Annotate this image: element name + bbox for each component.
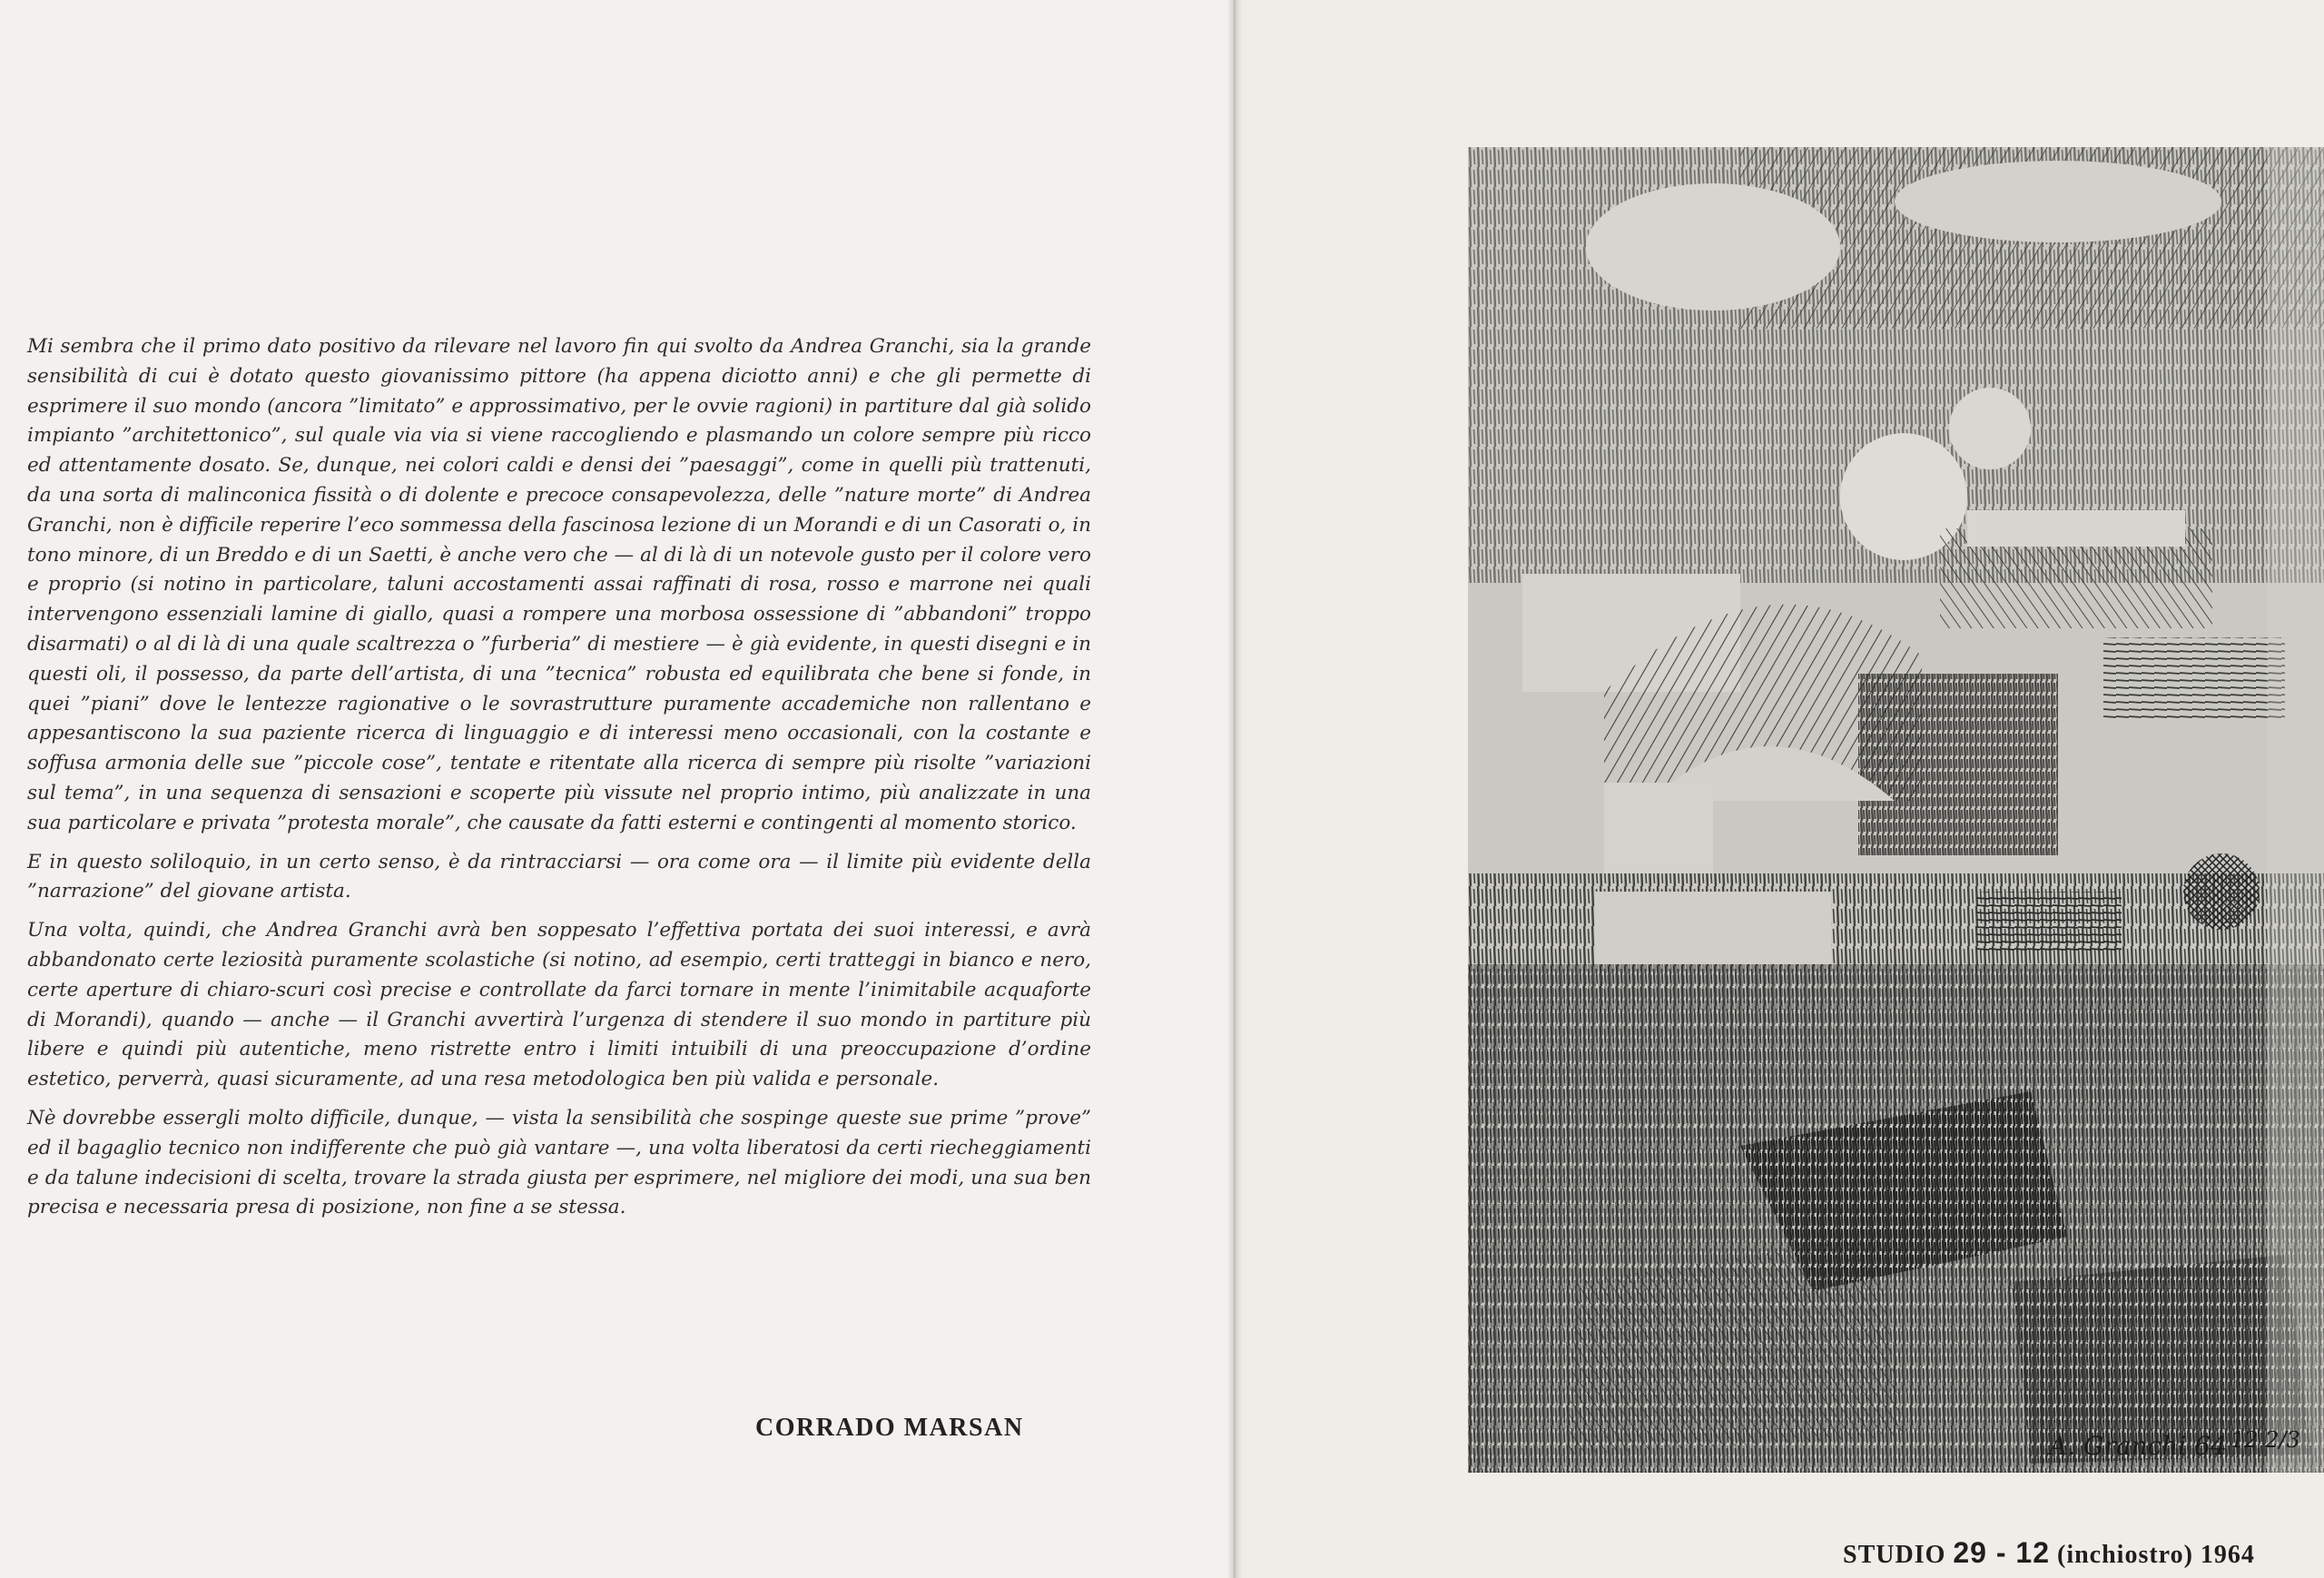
artwork-reproduction: [1468, 147, 2324, 1473]
caption-studio: STUDIO: [1843, 1541, 1946, 1569]
show-through-subtitle: [427, 171, 1135, 196]
essay-paragraph-1: Mi sembra che il primo dato positivo da rilevare nel lavoro fin qui svolto da Andrea Granchi, sia la grande sensibilità di cui è dotato questo giovanissimo pittore (ha appena diciotto anni) e che gli permette di esprimere il suo mondo (ancora ”limitato” e approssimativo, per le ovvie ragioni) in partiture dal già solido impianto ”architettonico”, sul quale via via si viene raccogliendo e plasmando un colore sempre più ricco ed attentamente dosato. Se, dunque, nei colori caldi e densi dei ”paesaggi”, come in quelli più trattenuti, da una sorta di malinconica fissità o di dolente e precoce consapevolezza, delle ”nature morte” di Andrea Granchi, non è difficile reperire l’eco sommessa della fascinosa lezione di un Morandi e di un Casorati o, in tono minore, di un Breddo e di un Saetti, è anche vero che — al di là di un notevole gusto per il colore vero e proprio (si notino in particolare, taluni accostamenti assai raffinati di rosa, rosso e marrone nei quali intervengono essenziali lamine di giallo, quasi a rompere una morbosa ossessione di ”abbandoni” troppo disarmati) o al di là di una quale scaltrezza o ”furberia” di mestiere — è già evidente, in questi disegni e in questi oli, il possesso, da parte dell’artista, di una ”tecnica” robusta ed equilibrata che bene si fonde, in quei ”piani” dove le lentezze ragionative o le sovrastrutture puramente accademiche non rallentano e appesantiscono la sua paziente ricerca di linguaggio e di interessi meno occasionali, con la costante e soffusa armonia delle sue ”piccole cose”, tentate e ritentate alla ricerca di sempre più risolte ”variazioni sul tema”, in una sequenza di sensazioni e scoperte più vissute nel proprio intimo, più analizzate in una sua particolare e privata ”protesta morale”, che causate da fatti esterni e contingenti al momento storico.: [27, 335, 1091, 834]
essay-paragraph-2: E in questo soliloquio, in un certo senso, è da rintracciarsi — ora come ora — il limite più evidente della ”narrazione” del giovane artista.: [27, 850, 1091, 903]
author-name: CORRADO MARSAN: [755, 1414, 1024, 1442]
ink-drawing-image: [1468, 147, 2324, 1473]
caption-number: 29 - 12: [1953, 1536, 2050, 1569]
essay-paragraph-4: Nè dovrebbe essergli molto difficile, dunque, — vista la sensibilità che sospinge queste sue prime ”prove” ed il bagaglio tecnico non indifferente che può già vantare —, una volta liberatosi da certi riecheggiamenti e da talune indecisioni di scelta, trovare la strada giusta per esprimere, nel migliore dei modi, una sua ben precisa e necessaria presa di posizione, non fine a se stessa.: [27, 1106, 1091, 1219]
artwork-caption: [1843, 1536, 2255, 1570]
show-through-title: [427, 73, 1135, 130]
book-gutter: [1227, 0, 1242, 1578]
caption-year: 1964: [2200, 1541, 2255, 1569]
caption-medium: (inchiostro): [2057, 1541, 2193, 1569]
artist-signature: A. Granchi 64: [2049, 1431, 2227, 1461]
essay-text: [27, 332, 1091, 1232]
edition-mark: 12 2/3: [2230, 1427, 2300, 1453]
essay-paragraph-3: Una volta, quindi, che Andrea Granchi avrà ben soppesato l’effettiva portata dei suoi interessi, e avrà abbandonato certe leziosità puramente scolastiche (si notino, ad esempio, certi tratteggi in bianco e nero, certe aperture di chiaro-scuri così precise e controllate da farci tornare in mente l’inimitabile acquaforte di Morandi), quando — anche — il Granchi avvertirà l’urgenza di stendere il suo mondo in partiture più libere e quindi più autentiche, meno ristrette entro i limiti intuibili di una preoccupazione d’ordine estetico, perverrà, quasi sicuramente, ad una resa metodologica ben più valida e personale.: [27, 919, 1091, 1091]
